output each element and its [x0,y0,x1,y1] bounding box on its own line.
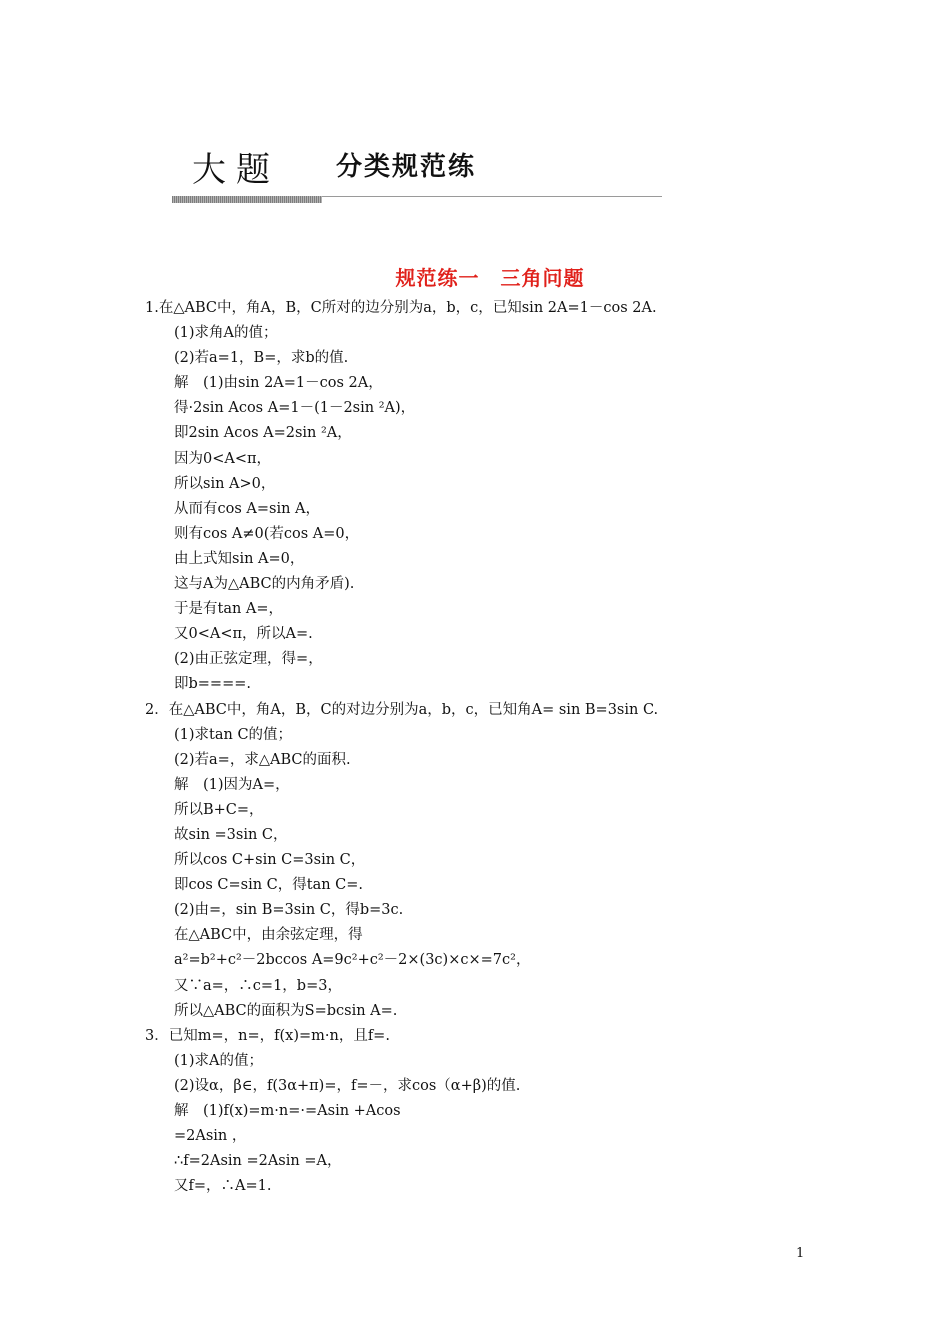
text-line: =2Asin ， [174,1128,247,1145]
page-number: 1 [796,1246,805,1261]
text-line: (2)由=，sin B=3sin C，得b=3c. [174,902,404,919]
chapter-label: 大题 [192,150,280,190]
text-line: 故sin =3sin C， [174,826,288,843]
text-line: (1)求tan C的值； [174,726,293,743]
text-line: 即2sin Acos A=2sin ²A， [174,425,352,442]
text-line: 从而有cos A=sin A， [174,500,321,517]
text-line: 2．在△ABC中，角A，B，C的对边分别为a，b，c，已知角A= sin B=3sin C. [145,701,659,718]
text-line: (1)求角A的值； [174,325,278,342]
text-line: 所以△ABC的面积为S=bcsin A=. [174,1002,398,1019]
text-line: (2)由正弦定理，得=， [174,651,323,668]
text-line: 解 (1)f(x)=m·n=·=Asin +Acos [174,1103,401,1119]
text-line: (2)若a=，求△ABC的面积. [174,751,351,768]
text-line: (1)求A的值； [174,1052,264,1069]
text-line: 因为0<A<π， [174,450,272,467]
chapter-header [172,140,664,210]
text-line: 又∵a=，∴c=1，b=3， [174,977,342,994]
header-rule-thin [322,196,662,197]
text-line: 又0<A<π，所以A=. [174,626,313,643]
text-line: (2)若a=1，B=，求b的值. [174,350,349,367]
header-rule-thick [172,196,322,203]
text-line: 解 (1)因为A=， [174,776,290,793]
text-line: 在△ABC中，由余弦定理，得 [174,927,363,944]
text-line: 所以sin A>0， [174,475,276,492]
text-line: ∴f=2Asin =2Asin =A， [174,1153,342,1170]
text-line: 由上式知sin A=0， [174,550,305,567]
text-line: (2)设α，β∈，f(3α+π)=，f=－，求cos（α+β)的值. [174,1077,521,1094]
text-line: 所以cos C+sin C=3sin C， [174,852,366,869]
text-line: a²=b²+c²－2bccos A=9c²+c²－2×(3c)×c×=7c²， [174,952,531,969]
text-line: 所以B+C=， [174,801,264,818]
chapter-subtitle: 分类规范练 [336,152,477,182]
section-title: 规范练一 三角问题 [395,266,585,290]
text-line: 则有cos A≠0(若cos A=0， [174,525,360,542]
text-line: 即b====. [174,676,251,693]
text-line: 即cos C=sin C，得tan C=. [174,877,364,894]
text-line: 3．已知m=，n=，f(x)=m·n，且f=. [145,1027,390,1044]
text-line: 1.在△ABC中，角A，B，C所对的边分别为a，b，c，已知sin 2A=1－cos 2A. [145,300,657,316]
text-line: 得·2sin Acos A=1－(1－2sin ²A)， [174,400,416,417]
text-line: 又f=，∴A=1. [174,1178,272,1195]
text-line: 解 (1)由sin 2A=1－cos 2A， [174,375,383,392]
text-line: 这与A为△ABC的内角矛盾). [174,576,355,593]
text-line: 于是有tan A=， [174,601,284,618]
problem-content [145,296,785,1199]
